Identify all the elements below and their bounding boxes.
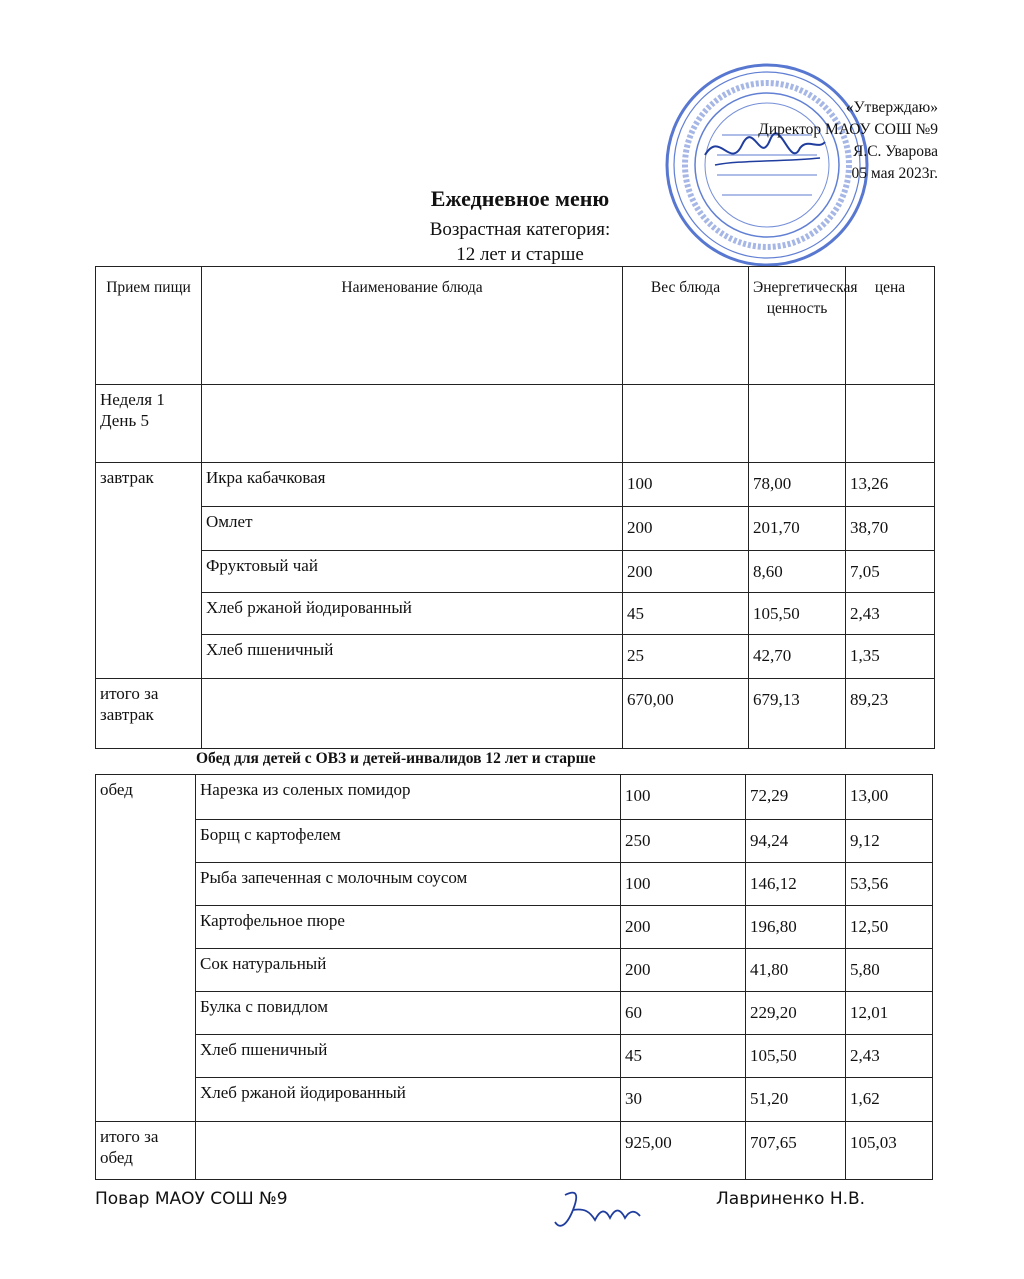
dish-name: Хлеб пшеничный (196, 1035, 621, 1078)
meal-label-lunch: обед (96, 775, 196, 1122)
dish-weight: 200 (623, 551, 749, 593)
dish-price: 12,01 (846, 992, 933, 1035)
age-category-value: 12 лет и старше (456, 244, 584, 265)
dish-weight: 60 (621, 992, 746, 1035)
dish-energy: 8,60 (749, 551, 846, 593)
total-energy: 707,65 (746, 1122, 846, 1180)
dish-weight: 100 (623, 463, 749, 507)
dish-name: Борщ с картофелем (196, 820, 621, 863)
cook-label: Повар МАОУ СОШ №9 (95, 1189, 288, 1209)
dish-energy: 146,12 (746, 863, 846, 906)
dish-energy: 72,29 (746, 775, 846, 820)
dish-price: 2,43 (846, 593, 935, 635)
lunch-section-title: Обед для детей с ОВЗ и детей-инвалидов 12 лет и старше (196, 750, 596, 767)
table-row (96, 463, 935, 507)
header-dish: Наименование блюда (202, 267, 623, 385)
total-label-lunch: итого за обед (96, 1122, 196, 1180)
header-energy: Энергетическая ценность (749, 267, 846, 385)
dish-weight: 45 (621, 1035, 746, 1078)
total-row-breakfast (96, 679, 935, 749)
dish-energy: 51,20 (746, 1078, 846, 1122)
table-row (96, 863, 933, 906)
lunch-menu-table (95, 774, 933, 1180)
table-row (96, 949, 933, 992)
table-row (96, 906, 933, 949)
dish-price: 38,70 (846, 507, 935, 551)
week-label: Неделя 1 (100, 390, 165, 409)
dish-price: 7,05 (846, 551, 935, 593)
table-header-row (96, 267, 935, 385)
dish-price: 1,62 (846, 1078, 933, 1122)
cook-name: Лавриненко Н.В. (716, 1189, 866, 1209)
total-price: 105,03 (846, 1122, 933, 1180)
dish-energy: 105,50 (749, 593, 846, 635)
dish-name: Омлет (202, 507, 623, 551)
dish-price: 53,56 (846, 863, 933, 906)
dish-weight: 200 (623, 507, 749, 551)
dish-energy: 42,70 (749, 635, 846, 679)
dish-weight: 30 (621, 1078, 746, 1122)
total-energy: 679,13 (749, 679, 846, 749)
week-day-row (96, 385, 935, 463)
table-row (96, 992, 933, 1035)
dish-name: Булка с повидлом (196, 992, 621, 1035)
dish-name: Хлеб ржаной йодированный (196, 1078, 621, 1122)
table-row (96, 775, 933, 820)
table-row (96, 593, 935, 635)
dish-name: Икра кабачковая (202, 463, 623, 507)
dish-weight: 200 (621, 906, 746, 949)
dish-energy: 94,24 (746, 820, 846, 863)
dish-energy: 196,80 (746, 906, 846, 949)
header-meal: Прием пищи (96, 267, 202, 385)
total-weight: 925,00 (621, 1122, 746, 1180)
dish-weight: 200 (621, 949, 746, 992)
dish-price: 2,43 (846, 1035, 933, 1078)
approval-line-2: Директор МАОУ СОШ №9 (758, 121, 938, 138)
dish-weight: 25 (623, 635, 749, 679)
approval-line-1: «Утверждаю» (845, 99, 938, 116)
header-price: цена (846, 267, 935, 385)
table-row (96, 1078, 933, 1122)
header-weight: Вес блюда (623, 267, 749, 385)
dish-price: 5,80 (846, 949, 933, 992)
approval-block (700, 97, 938, 185)
dish-weight: 45 (623, 593, 749, 635)
dish-name: Рыба запеченная с молочным соусом (196, 863, 621, 906)
table-row (96, 635, 935, 679)
cook-signature (545, 1180, 655, 1240)
breakfast-menu-table (95, 266, 935, 749)
day-label: День 5 (100, 411, 149, 430)
dish-name: Хлеб пшеничный (202, 635, 623, 679)
dish-name: Сок натуральный (196, 949, 621, 992)
table-row (96, 820, 933, 863)
dish-name: Картофельное пюре (196, 906, 621, 949)
table-row (96, 507, 935, 551)
dish-price: 12,50 (846, 906, 933, 949)
total-weight: 670,00 (623, 679, 749, 749)
total-label-breakfast: итого за завтрак (96, 679, 202, 749)
dish-weight: 100 (621, 775, 746, 820)
dish-weight: 250 (621, 820, 746, 863)
dish-name: Нарезка из соленых помидор (196, 775, 621, 820)
table-row (96, 551, 935, 593)
dish-price: 13,00 (846, 775, 933, 820)
meal-label-breakfast: завтрак (96, 463, 202, 679)
total-row-lunch (96, 1122, 933, 1180)
dish-price: 13,26 (846, 463, 935, 507)
total-price: 89,23 (846, 679, 935, 749)
approval-line-4: 05 мая 2023г. (851, 165, 938, 182)
dish-energy: 229,20 (746, 992, 846, 1035)
dish-energy: 201,70 (749, 507, 846, 551)
dish-energy: 105,50 (746, 1035, 846, 1078)
dish-price: 9,12 (846, 820, 933, 863)
dish-name: Фруктовый чай (202, 551, 623, 593)
approval-line-3: Я.С. Уварова (852, 143, 938, 160)
dish-weight: 100 (621, 863, 746, 906)
dish-name: Хлеб ржаной йодированный (202, 593, 623, 635)
age-category-label: Возрастная категория: (429, 219, 611, 240)
table-row (96, 1035, 933, 1078)
page-title: Ежедневное меню (430, 186, 610, 211)
dish-energy: 41,80 (746, 949, 846, 992)
dish-energy: 78,00 (749, 463, 846, 507)
dish-price: 1,35 (846, 635, 935, 679)
